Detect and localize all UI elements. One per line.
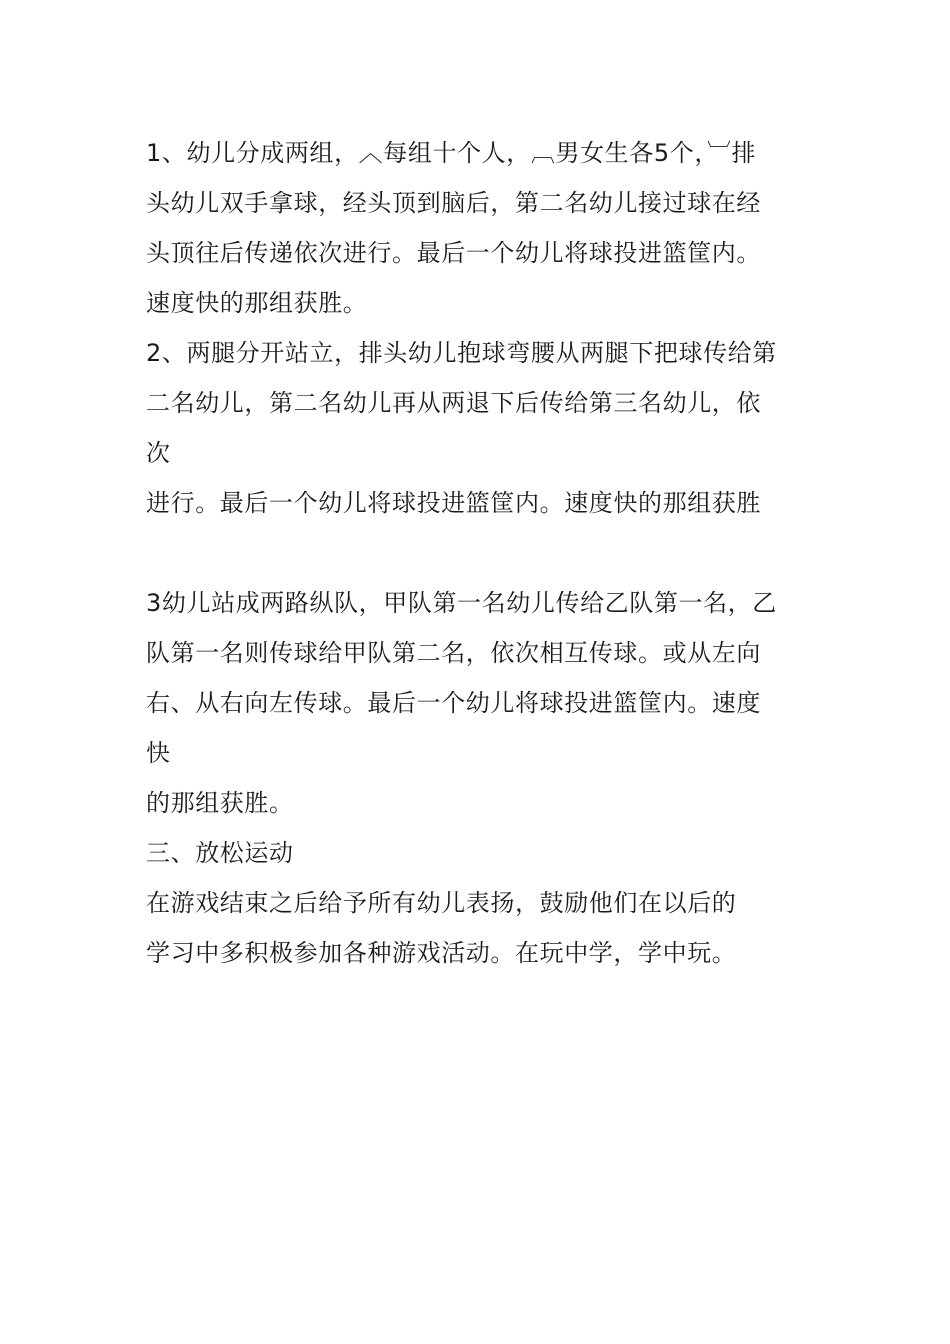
paragraph-2-line-4: 进行。最后一个幼儿将球投进篮筐内。速度快的那组获胜 xyxy=(146,489,761,517)
closing-line-1: 在游戏结束之后给予所有幼儿表扬，鼓励他们在以后的 xyxy=(146,889,737,917)
paragraph-3-line-2: 队第一名则传球给甲队第二名，依次相互传球。或从左向 xyxy=(146,639,761,667)
paragraph-2-line-2: 二名幼儿，第二名幼儿再从两退下后传给第三名幼儿，依 xyxy=(146,389,761,417)
paragraph-3-line-1: 3幼儿站成两路纵队，甲队第一名幼儿传给乙队第一名，乙 xyxy=(146,589,777,617)
paragraph-1-line-1: 1、幼儿分成两组，︿每组十个人，︹男女生各5个，︺排 xyxy=(146,139,757,167)
paragraph-1-line-2: 头幼儿双手拿球，经头顶到脑后，第二名幼儿接过球在经 xyxy=(146,189,761,217)
blank-line xyxy=(146,528,826,578)
closing-line-2: 学习中多积极参加各种游戏活动。在玩中学，学中玩。 xyxy=(146,939,737,967)
paragraph-2-line-1: 2、两腿分开站立，排头幼儿抱球弯腰从两腿下把球传给第 xyxy=(146,339,777,367)
section-heading: 三、放松运动 xyxy=(146,839,294,867)
document-body xyxy=(146,128,826,978)
paragraph-2-line-3: 次 xyxy=(146,439,171,467)
paragraph-1-line-4: 速度快的那组获胜。 xyxy=(146,289,368,317)
paragraph-1-line-3: 头顶往后传递依次进行。最后一个幼儿将球投进篮筐内。 xyxy=(146,239,761,267)
paragraph-3-line-3: 右、从右向左传球。最后一个幼儿将球投进篮筐内。速度 xyxy=(146,689,761,717)
paragraph-3-line-5: 的那组获胜。 xyxy=(146,789,294,817)
paragraph-3-line-4: 快 xyxy=(146,739,171,767)
